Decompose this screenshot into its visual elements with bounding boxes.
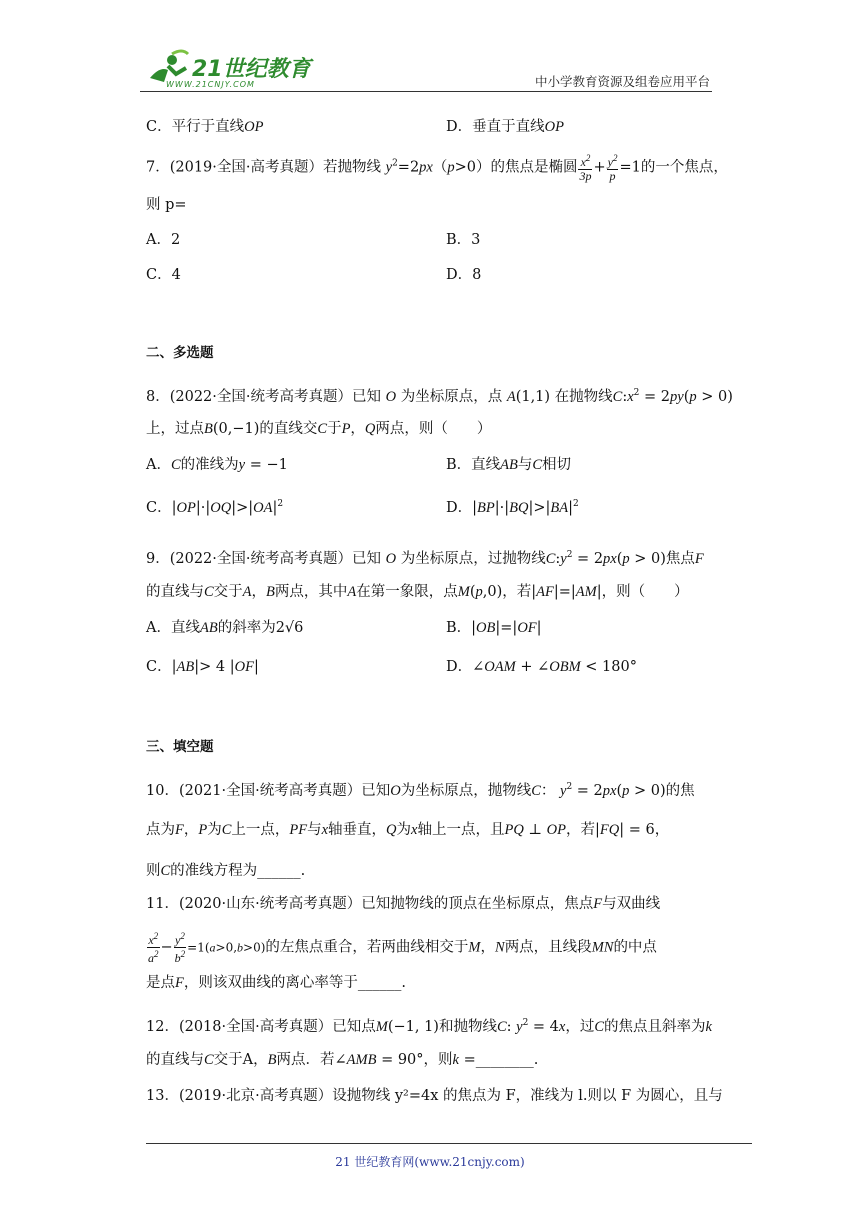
- q8-stem-line2: 上，过点B(0,−1)的直线交C于P，Q两点，则（ ）: [146, 421, 492, 437]
- q8-option-a: A．C的准线为y = −1: [146, 457, 288, 473]
- q6-option-c: C．平行于直线OP: [146, 119, 264, 135]
- q8-stem: 8．(2022·全国·统考高考真题）已知 O 为坐标原点，点 A(1,1) 在抛物线$C:x^2 = 2py(p > 0)$: [146, 388, 733, 405]
- q7-option-c: C．4: [146, 267, 181, 283]
- q7-stem-line2: 则 p=: [146, 197, 187, 213]
- section-fill-in: 三、填空题: [146, 739, 214, 755]
- q9-option-b: B．|OB|=|OF|: [446, 620, 542, 636]
- q11-stem-line2: $\frac{x^2}{a^2}$ − $\frac{y^2}{b^2}$ =1(a>0,b>0)的左焦点重合，若两曲线相交于M，N两点，且线段MN的中点: [148, 931, 657, 965]
- q12-stem: 12．(2018·全国·高考真题）已知点M(−1, 1)和抛物线C: $y^2 = 4x$，过C的焦点且斜率为k: [146, 1018, 712, 1035]
- q7-stem: 7．(2019·全国·高考真题）若抛物线 $y^2=2px(p>0)$的焦点是椭圆 $\frac{x^2}{3p}$ + $\frac{y^2}{p}$ =1的一个焦点，: [146, 153, 728, 183]
- q10-stem: 10．(2021·全国·统考高考真题）已知O为坐标原点，抛物线C： $y^2 = 2px(p > 0)$的焦: [146, 782, 695, 799]
- q10-stem-line3: 则C的准线方程为______.: [146, 863, 306, 879]
- q6-option-d: D．垂直于直线OP: [446, 119, 564, 135]
- q11-stem: 11．(2020·山东·统考高考真题）已知抛物线的顶点在坐标原点，焦点F与双曲线: [146, 896, 661, 912]
- header-tagline: 中小学教育资源及组卷应用平台: [534, 74, 710, 89]
- q7-option-d: D．8: [446, 267, 482, 283]
- q9-stem: 9．(2022·全国·统考高考真题）已知 O 为坐标原点，过抛物线$C:y^2 = 2px(p > 0)$焦点F: [146, 550, 704, 567]
- q7-option-a: A．2: [146, 232, 181, 248]
- q8-option-c: C．$|OP|\cdot|OQ|>|OA|^2$: [146, 499, 284, 516]
- q13-stem: 13．(2019·北京·高考真题）设抛物线 y²=4x 的焦点为 F，准线为 l.则以 F 为圆心，且与: [146, 1088, 723, 1104]
- logo-text: 21世纪教育: [192, 57, 311, 82]
- q9-option-c: C．|AB|> 4 |OF|: [146, 659, 259, 675]
- logo-url: WWW.21CNJY.COM: [166, 80, 255, 89]
- q9-option-a: A．直线AB的斜率为2√6: [146, 620, 304, 636]
- q12-stem-line2: 的直线与C交于A，B两点．若∠AMB = 90°，则k =________.: [146, 1052, 539, 1068]
- q8-option-d: D．$|BP|\cdot|BQ|>|BA|^2$: [446, 499, 579, 516]
- q9-stem-line2: 的直线与C交于A，B两点，其中A在第一象限，点M(p,0)，若|AF|=|AM|，则（ ）: [146, 584, 689, 600]
- q8-option-b: B．直线AB与C相切: [446, 457, 572, 473]
- footer-divider: [146, 1143, 752, 1144]
- q9-option-d: D．∠OAM + ∠OBM < 180°: [446, 659, 637, 675]
- q11-stem-line3: 是点F，则该双曲线的离心率等于______.: [146, 975, 406, 991]
- q10-stem-line2: 点为F，P为C上一点，PF与x轴垂直，Q为x轴上一点，且PQ ⊥ OP，若|FQ| = 6，: [146, 822, 670, 838]
- section-multiple-choice: 二、多选题: [146, 345, 214, 361]
- header-divider: [140, 91, 712, 92]
- site-logo: [142, 48, 312, 92]
- q7-option-b: B．3: [446, 232, 481, 248]
- footer-link[interactable]: 21 世纪教育网(www.21cnjy.com): [335, 1155, 525, 1169]
